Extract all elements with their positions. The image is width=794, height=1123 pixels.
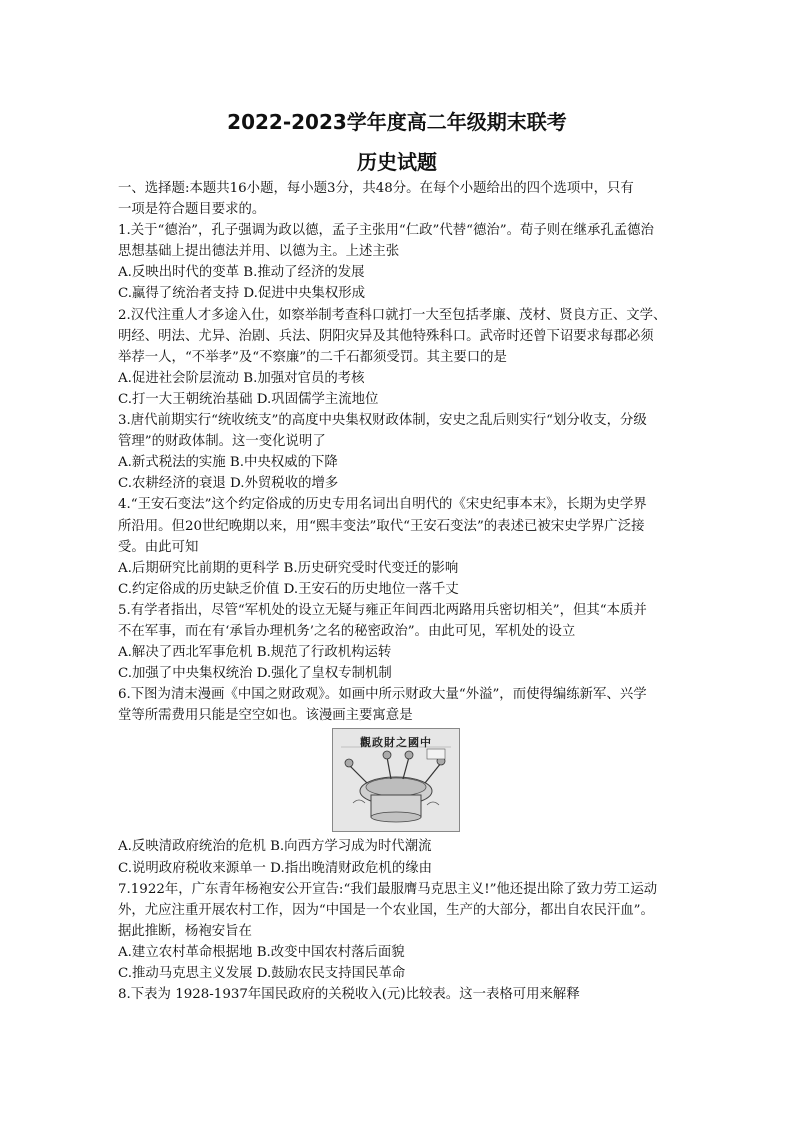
question-6-options-ab: A.反映清政府统治的危机 B.向西方学习成为时代潮流 [118, 839, 432, 855]
question-2-options-cd: C.打一大王朝统治基础 D.巩固儒学主流地位 [118, 391, 379, 407]
question-1-stem: 1.关于“德治”，孔子强调为政以德，孟子主张用“仁政”代替“德治”。荀子则在继承孔孟德治 [118, 223, 654, 239]
question-5-stem-cont: 不在军事，而在有‘承旨办理机务’之名的秘密政治”。由此可见，军机处的设立 [118, 623, 576, 639]
question-3-options-cd: C.农耕经济的衰退 D.外贸税收的增多 [118, 476, 339, 492]
question-5-stem: 5.有学者指出，尽管“军机处的设立无疑与雍正年间西北两路用兵密切相关”，但其“本质并 [118, 602, 647, 618]
figure-container [118, 728, 674, 836]
section-instruction: 一、选择题:本题共16小题，每小题3分，共48分。在每个小题给出的四个选项中，只有 [118, 181, 634, 196]
question-3-options-ab: A.新式税法的实施 B.中央权威的下降 [118, 455, 338, 471]
question-6-stem: 6.下图为清末漫画《中国之财政观》。如画中所示财政大量“外溢”，而使得编练新军、兴学 [118, 687, 647, 703]
question-5-options-cd: C.加强了中央集权统治 D.强化了皇权专制机制 [118, 666, 392, 682]
question-6-stem-cont: 堂等所需费用只能是空空如也。该漫画主要寓意是 [118, 708, 413, 724]
exam-title: 2022-2023学年度高二年级期末联考 [227, 110, 567, 134]
question-4-options-ab: A.后期研究比前期的更科学 B.历史研究受时代变迁的影响 [118, 560, 459, 576]
question-8-stem: 8.下表为 1928-1937年国民政府的关税收入(元)比较表。这一表格可用来解释 [118, 987, 580, 1003]
question-2-stem-cont: 明经、明法、尤异、治剧、兵法、阴阳灾异及其他特殊科口。武帝时还曾下诏要求每郡必须 [118, 328, 654, 344]
exam-subtitle: 历史试题 [357, 150, 437, 174]
question-7-stem-cont: 外，尤应注重开展农村工作，因为“中国是一个农业国，生产的大部分，都出自农民汗血”。 [118, 902, 654, 918]
question-2-stem-cont2: 举荐一人，“不举孝”及“不察廉”的二千石都须受罚。其主要口的是 [118, 349, 507, 365]
question-6-options-cd: C.说明政府税收来源单一 D.指出晚清财政危机的缘由 [118, 860, 432, 876]
question-7-stem: 7.1922年，广东青年杨袍安公开宣告:“我们最服膺马克思主义!”他还提出除了致力劳工运动 [118, 881, 658, 897]
question-5-options-ab: A.解决了西北军事危机 B.规范了行政机构运转 [118, 645, 392, 661]
cartoon-image [332, 728, 460, 832]
cartoon-caption: 觀政財之國中 [360, 736, 432, 750]
question-4-stem: 4.“王安石变法”这个约定俗成的历史专用名词出自明代的《宋史纪事本末》，长期为史学界 [118, 497, 647, 513]
question-3-stem-cont: 管理”的财政体制。这一变化说明了 [118, 434, 326, 450]
question-2-options-ab: A.促进社会阶层流动 B.加强对官员的考核 [118, 370, 365, 386]
question-7-options-cd: C.推动马克思主义发展 D.鼓励农民支持国民革命 [118, 966, 406, 981]
question-1-options-cd: C.赢得了统治者支持 D.促进中央集权形成 [118, 286, 366, 302]
question-7-options-ab: A.建立农村革命根据地 B.改变中国农村落后面貌 [118, 944, 405, 960]
question-4-options-cd: C.约定俗成的历史缺乏价值 D.王安石的历史地位一落千丈 [118, 581, 459, 597]
section-instruction-cont: 一项是符合题目要求的。 [118, 202, 266, 218]
exam-body [118, 178, 674, 1005]
question-4-stem-cont: 所沿用。但20世纪晚期以来，用“熙丰变法”取代“王安石变法”的表述已被宋史学界广泛接 [118, 518, 645, 534]
question-7-stem-cont2: 据此推断，杨袍安旨在 [118, 923, 252, 939]
question-1-stem-cont: 思想基础上提出德法并用、以德为主。上述主张 [118, 244, 400, 260]
question-3-stem: 3.唐代前期实行“统收统支”的高度中央集权财政体制，安史之乱后则实行“划分收支，分级 [118, 413, 647, 429]
question-2-stem: 2.汉代注重人才多途入仕，如察举制考查科口就打一大至包括孝廉、茂材、贤良方正、文学、 [118, 307, 667, 323]
question-1-options-ab: A.反映出时代的变革 B.推动了经济的发展 [118, 265, 365, 281]
question-4-stem-cont2: 受。由此可知 [118, 539, 199, 555]
